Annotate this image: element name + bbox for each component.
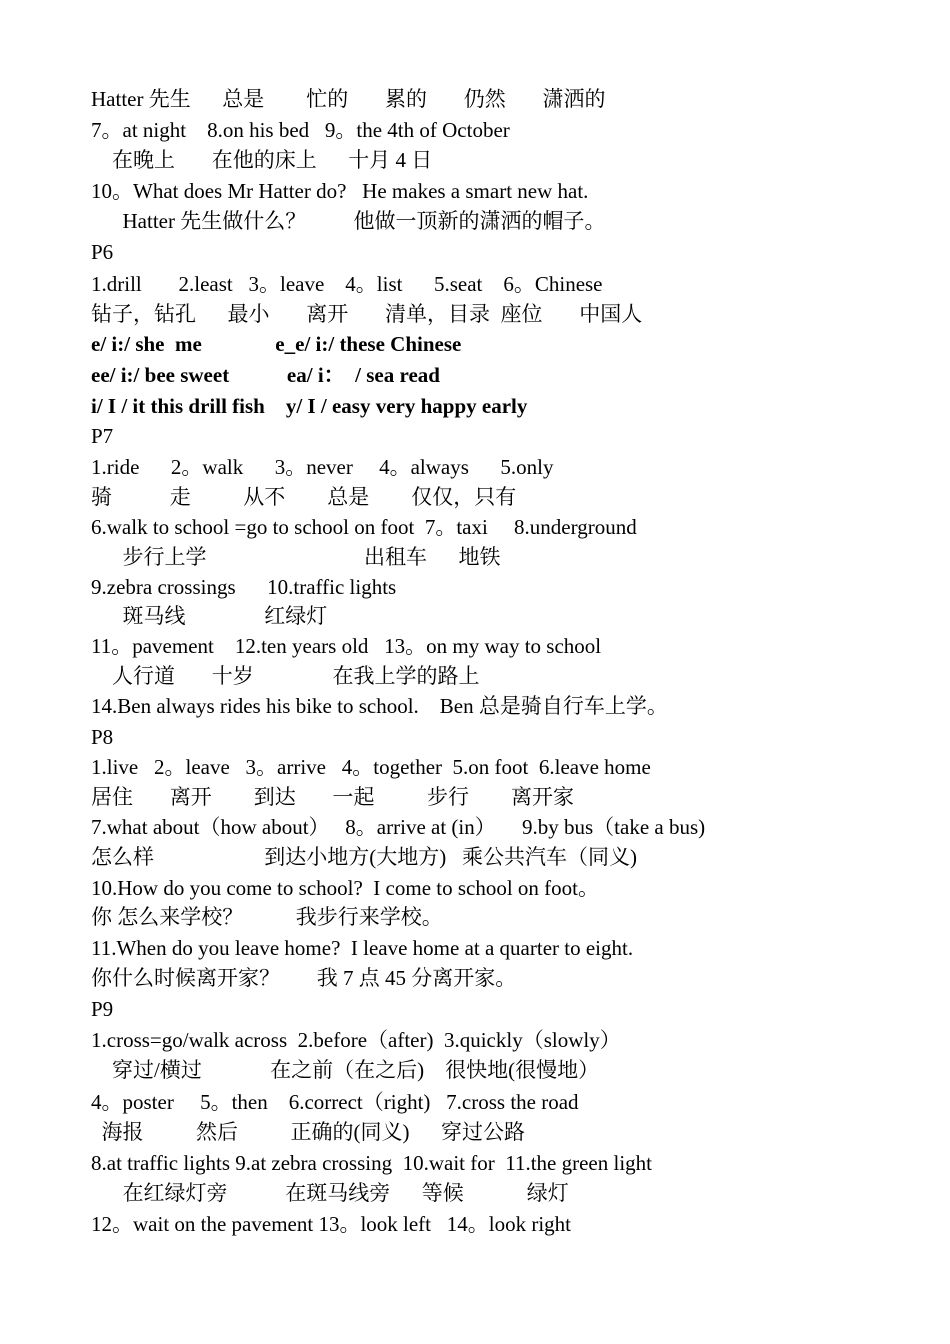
- text-line: 14.Ben always rides his bike to school. Ben 总是骑自行车上学。: [91, 694, 668, 718]
- text-line: 1.live 2。leave 3。arrive 4。together 5.on foot 6.leave home: [91, 755, 651, 779]
- text-line: 6.walk to school =go to school on foot 7。taxi 8.underground: [91, 515, 637, 539]
- text-line: 10。What does Mr Hatter do? He makes a smart new hat.: [91, 179, 589, 203]
- text-line: 4。poster 5。then 6.correct（right) 7.cross the road: [91, 1090, 579, 1114]
- text-line: ee/ i:/ bee sweet ea/ i： / sea read: [91, 363, 440, 387]
- text-line: 穿过/横过 在之前（在之后) 很快地(很慢地）: [91, 1058, 600, 1082]
- text-line: P8: [91, 725, 114, 749]
- text-line: 8.at traffic lights 9.at zebra crossing 10.wait for 11.the green light: [91, 1151, 653, 1175]
- text-line: 怎么样 到达小地方(大地方) 乘公共汽车（同义): [91, 845, 637, 869]
- text-line: 骑 走 从不 总是 仅仅，只有: [91, 485, 517, 509]
- text-line: e/ i:/ she me e_e/ i:/ these Chinese: [91, 332, 462, 356]
- text-line: 人行道 十岁 在我上学的路上: [91, 664, 480, 688]
- text-line: P9: [91, 997, 114, 1021]
- text-line: 9.zebra crossings 10.traffic lights: [91, 575, 397, 599]
- text-line: 12。wait on the pavement 13。look left 14。look right: [91, 1212, 572, 1236]
- text-line: 10.How do you come to school? I come to school on foot。: [91, 876, 599, 900]
- text-line: 在晚上 在他的床上 十月 4 日: [91, 148, 433, 172]
- text-line: P6: [91, 240, 114, 264]
- text-line: 7。at night 8.on his bed 9。the 4th of October: [91, 118, 510, 142]
- text-line: 居住 离开 到达 一起 步行 离开家: [91, 785, 574, 809]
- text-line: 步行上学 出租车 地铁: [91, 545, 501, 569]
- text-line: 11。pavement 12.ten years old 13。on my way to school: [91, 634, 602, 658]
- text-line: 7.what about（how about） 8。arrive at (in） 9.by bus（take a bus): [91, 815, 706, 839]
- text-line: Hatter 先生 总是 忙的 累的 仍然 潇洒的: [91, 87, 606, 111]
- text-line: P7: [91, 424, 114, 448]
- text-line: 你 怎么来学校？ 我步行来学校。: [91, 905, 443, 929]
- text-line: 在红绿灯旁 在斑马线旁 等候 绿灯: [91, 1181, 569, 1205]
- text-line: 你什么时候离开家？ 我 7 点 45 分离开家。: [91, 966, 517, 990]
- text-line: 1.cross=go/walk across 2.before（after) 3.quickly（slowly）: [91, 1028, 621, 1052]
- text-line: i/ I / it this drill fish y/ I / easy very happy early: [91, 394, 528, 418]
- text-line: 海报 然后 正确的(同义) 穿过公路: [91, 1120, 525, 1144]
- text-line: 钻子，钻孔 最小 离开 清单，目录 座位 中国人: [91, 302, 643, 326]
- text-line: 1.ride 2。walk 3。never 4。always 5.only: [91, 455, 554, 479]
- text-line: 1.drill 2.least 3。leave 4。list 5.seat 6。Chinese: [91, 272, 603, 296]
- text-line: 11.When do you leave home? I leave home at a quarter to eight.: [91, 936, 634, 960]
- text-line: 斑马线 红绿灯: [91, 604, 328, 628]
- text-line: Hatter 先生做什么？ 他做一顶新的潇洒的帽子。: [91, 209, 606, 233]
